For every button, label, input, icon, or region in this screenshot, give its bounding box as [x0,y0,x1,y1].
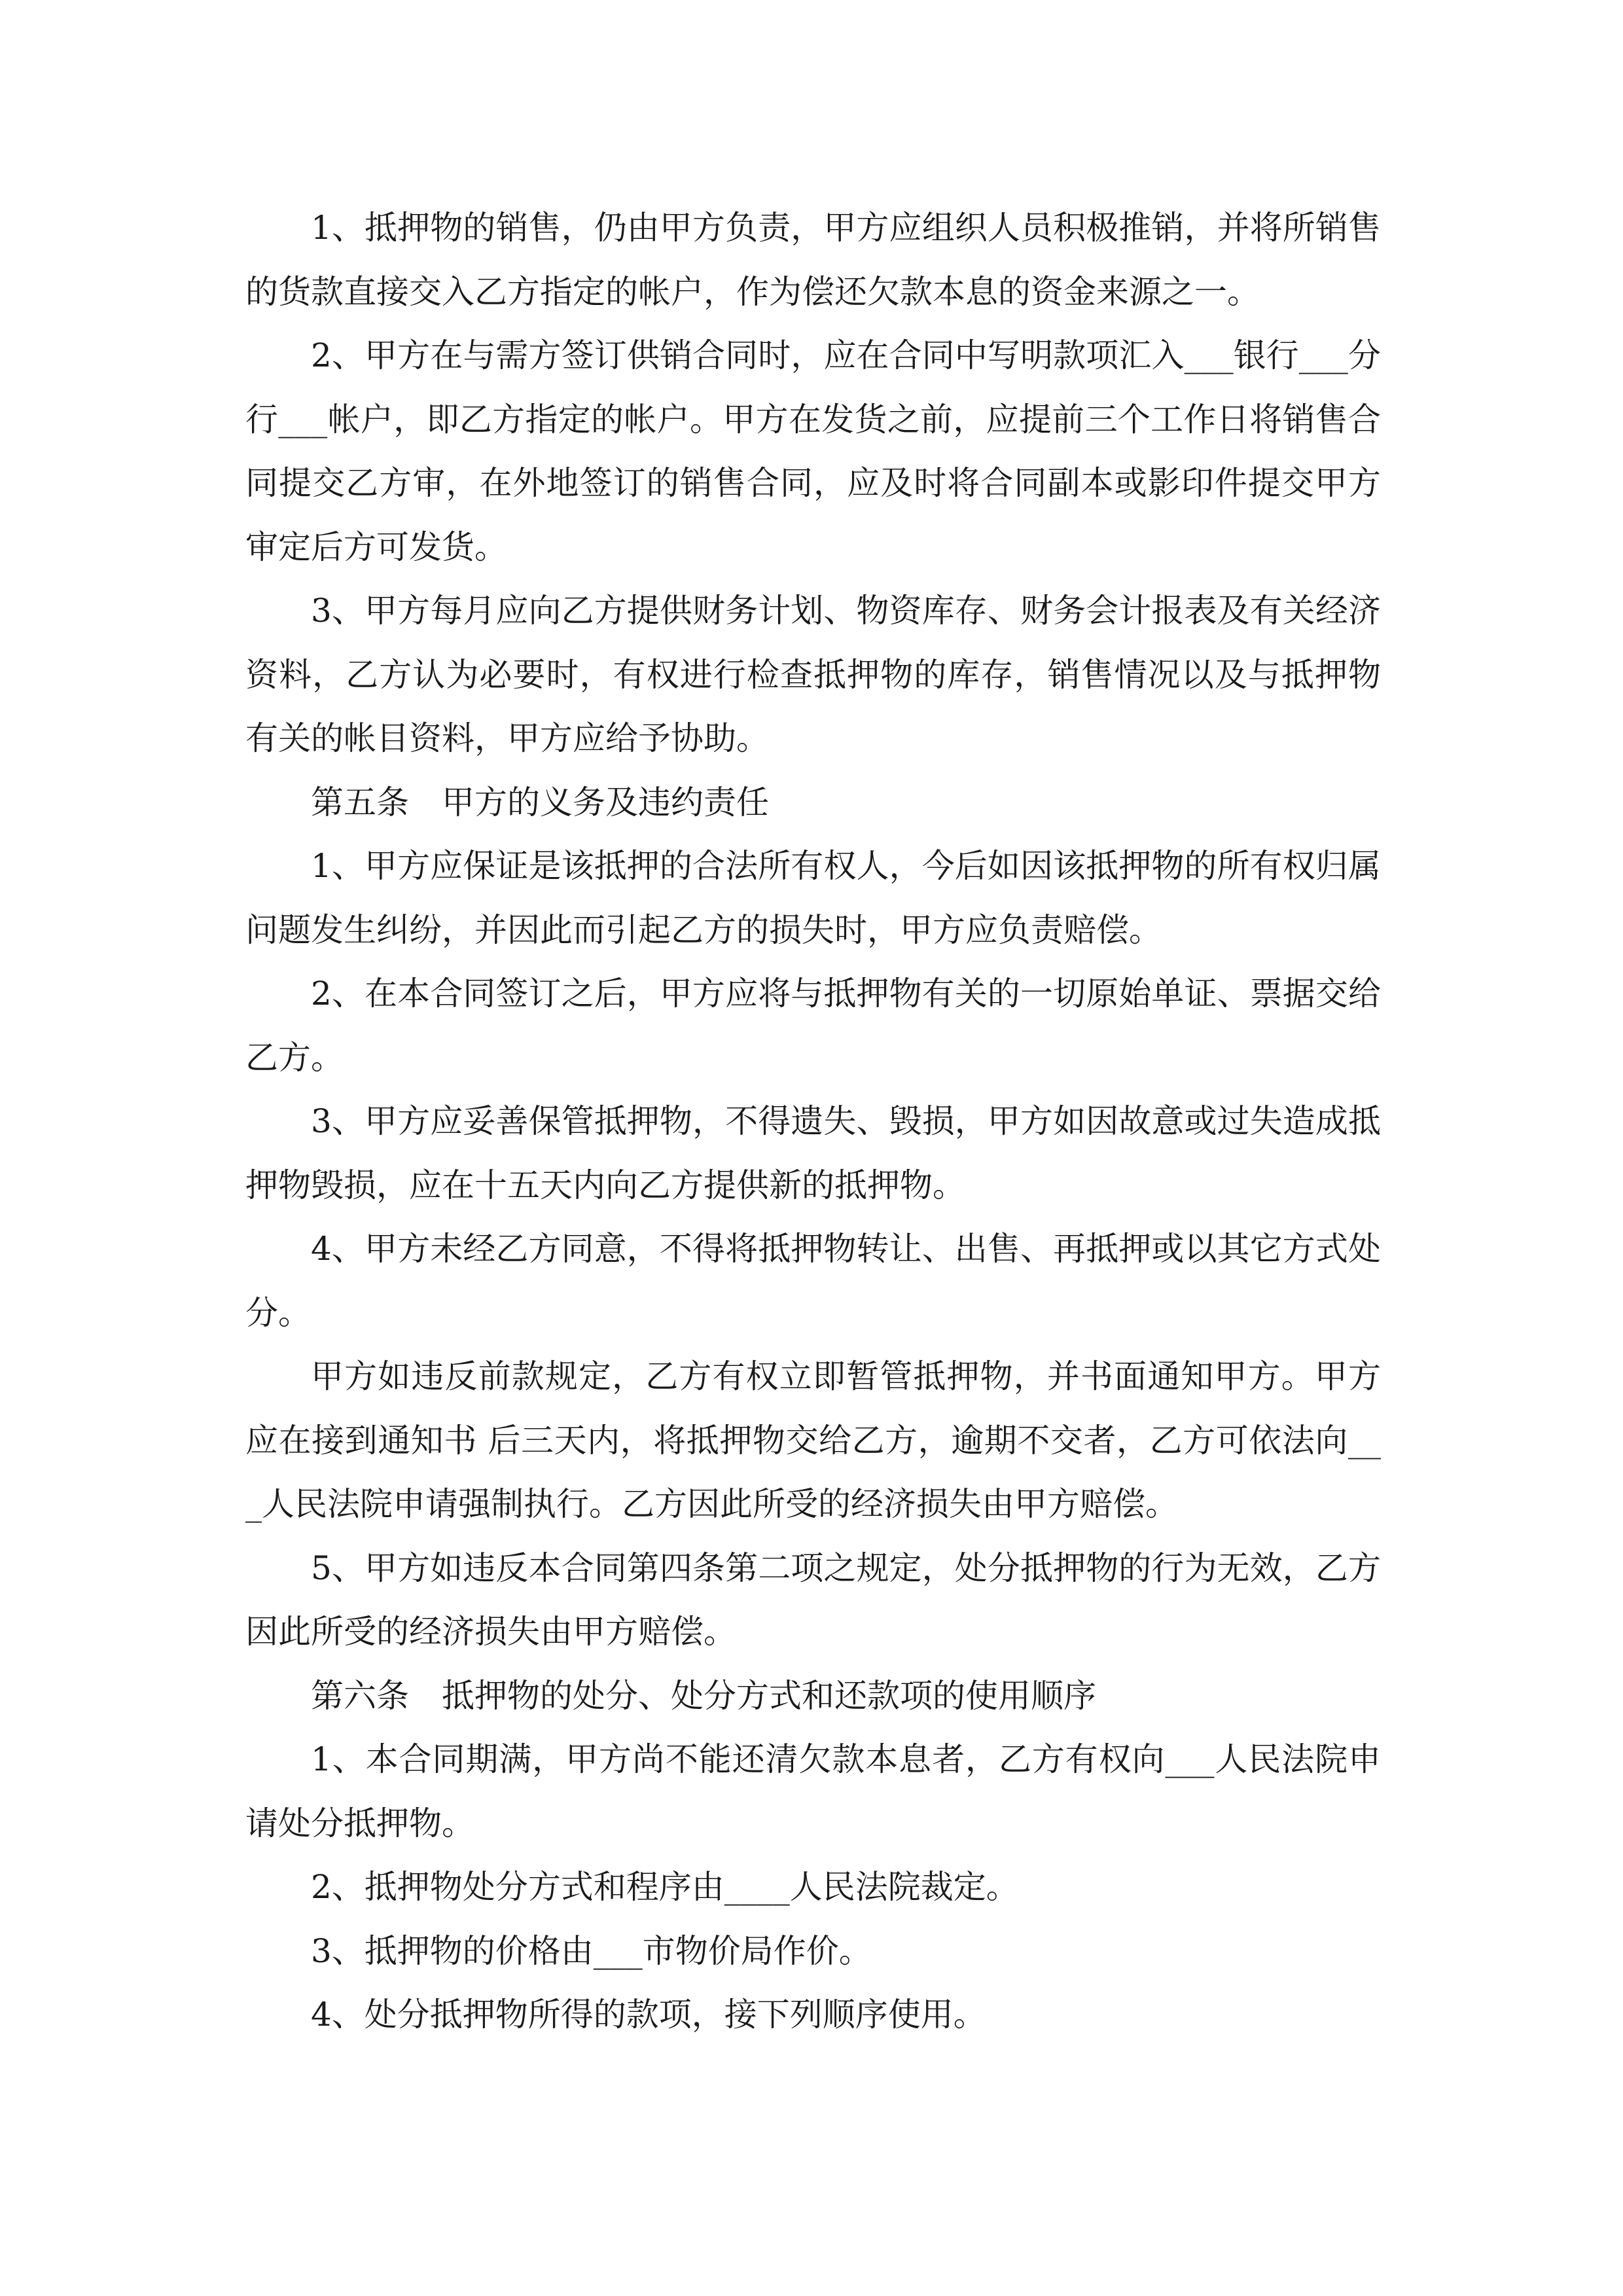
section-heading-article-5: 第五条 甲方的义务及违约责任 [311,783,769,821]
paragraph-3: 3、甲方每月应向乙方提供财务计划、物资库存、财务会计报表及有关经济资料，乙方认为必要时，有权进行检查抵押物的库存，销售情况以及与抵押物有关的帐目资料，甲方应给予协助。 [245,592,1381,757]
document-body [245,196,1381,2047]
paragraph-13: 2、抵押物处分方式和程序由____人民法院裁定。 [311,1868,1019,1906]
paragraph-5: 1、甲方应保证是该抵押的合法所有权人，今后如因该抵押物的所有权归属问题发生纠纷，并因此而引起乙方的损失时，甲方应负责赔偿。 [245,847,1381,949]
paragraph-14: 3、抵押物的价格由___市物价局作价。 [311,1931,872,1970]
paragraph-8: 4、甲方未经乙方同意，不得将抵押物转让、出售、再抵押或以其它方式处分。 [245,1230,1381,1332]
paragraph-6: 2、在本合同签订之后，甲方应将与抵押物有关的一切原始单证、票据交给乙方。 [245,975,1381,1077]
paragraph-2: 2、甲方在与需方签订供销合同时，应在合同中写明款项汇入___银行___分行___帐户，即乙方指定的帐户。甲方在发货之前，应提前三个工作日将销售合同提交乙方审，在外地签订的销售合同，应及时将合同副本或影印件提交甲方审定后方可发货。 [245,336,1381,566]
section-heading-article-6: 第六条 抵押物的处分、处分方式和还款项的使用顺序 [311,1676,1096,1715]
paragraph-12: 1、本合同期满，甲方尚不能还清欠款本息者，乙方有权向___人民法院申请处分抵押物。 [245,1740,1381,1842]
paragraph-1: 1、抵押物的销售，仍由甲方负责，甲方应组织人员积极推销，并将所销售的货款直接交入乙方指定的帐户，作为偿还欠款本息的资金来源之一。 [245,209,1381,311]
paragraph-15: 4、处分抵押物所得的款项，接下列顺序使用。 [311,1996,986,2034]
paragraph-9: 甲方如违反前款规定，乙方有权立即暂管抵押物，并书面通知甲方。甲方应在接到通知书 后三天内，将抵押物交给乙方，逾期不交者，乙方可依法向___人民法院申请强制执行。乙方因此所受的经济损失由甲方赔偿。 [245,1357,1381,1523]
paragraph-7: 3、甲方应妥善保管抵押物，不得遗失、毁损，甲方如因故意或过失造成抵押物毁损，应在十五天内向乙方提供新的抵押物。 [245,1102,1381,1204]
paragraph-10: 5、甲方如违反本合同第四条第二项之规定，处分抵押物的行为无效，乙方因此所受的经济损失由甲方赔偿。 [245,1549,1381,1651]
